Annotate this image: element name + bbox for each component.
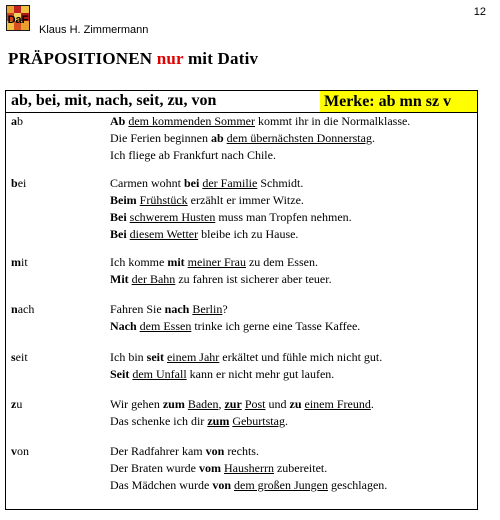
example-sentence: Bei diesem Wetter bleibe ich zu Hause. — [110, 227, 299, 241]
mnemonic-box: Merke: ab mn sz v — [320, 91, 477, 112]
example-sentence: Wir gehen zum Baden, zur Post und zu einem Freund. — [110, 397, 374, 411]
example-sentence: Beim Frühstück erzählt er immer Witze. — [110, 193, 304, 207]
example-sentence: Ich komme mit meiner Frau zu dem Essen. — [110, 255, 318, 269]
page-number: 12 — [473, 6, 486, 18]
preposition-table — [5, 90, 478, 510]
preposition-label: zu — [11, 397, 23, 411]
example-sentence: Carmen wohnt bei der Familie Schmidt. — [110, 176, 304, 190]
example-sentence: Der Braten wurde vom Hausherrn zubereitet. — [110, 461, 328, 475]
daf-logo — [6, 5, 30, 31]
example-sentence: Der Radfahrer kam von rechts. — [110, 444, 259, 458]
example-sentence: Mit der Bahn zu fahren ist sicherer aber teuer. — [110, 272, 332, 286]
example-sentence: Ab dem kommenden Sommer kommt ihr in die Normalklasse. — [110, 114, 411, 128]
example-sentence: Das Mädchen wurde von dem großen Jungen geschlagen. — [110, 478, 388, 492]
page-title: PRÄPOSITIONEN nur mit Dativ — [8, 49, 259, 68]
preposition-label: ab — [11, 114, 23, 128]
example-sentence: Ich fliege ab Frankfurt nach Chile. — [110, 148, 276, 162]
example-sentence: Seit dem Unfall kann er nicht mehr gut laufen. — [110, 367, 335, 381]
example-sentence: Bei schwerem Husten muss man Tropfen nehmen. — [110, 210, 352, 224]
prepositions-list: ab, bei, mit, nach, seit, zu, von — [11, 92, 217, 109]
svg-text:DaF: DaF — [7, 14, 29, 26]
preposition-label: bei — [11, 176, 27, 190]
author-name: Klaus H. Zimmermann — [39, 24, 149, 36]
table-header — [6, 91, 477, 113]
preposition-label: seit — [11, 350, 28, 364]
example-sentence: Fahren Sie nach Berlin? — [110, 302, 228, 316]
example-sentence: Das schenke ich dir zum Geburtstag. — [110, 414, 288, 428]
example-sentence: Ich bin seit einem Jahr erkältet und fühle mich nicht gut. — [110, 350, 383, 364]
preposition-label: mit — [11, 255, 28, 269]
example-sentence: Die Ferien beginnen ab dem übernächsten Donnerstag. — [110, 131, 375, 145]
example-sentence: Nach dem Essen trinke ich gerne eine Tasse Kaffee. — [110, 319, 361, 333]
preposition-label: von — [11, 444, 29, 458]
title-highlight: nur — [156, 49, 184, 68]
preposition-label: nach — [11, 302, 35, 316]
